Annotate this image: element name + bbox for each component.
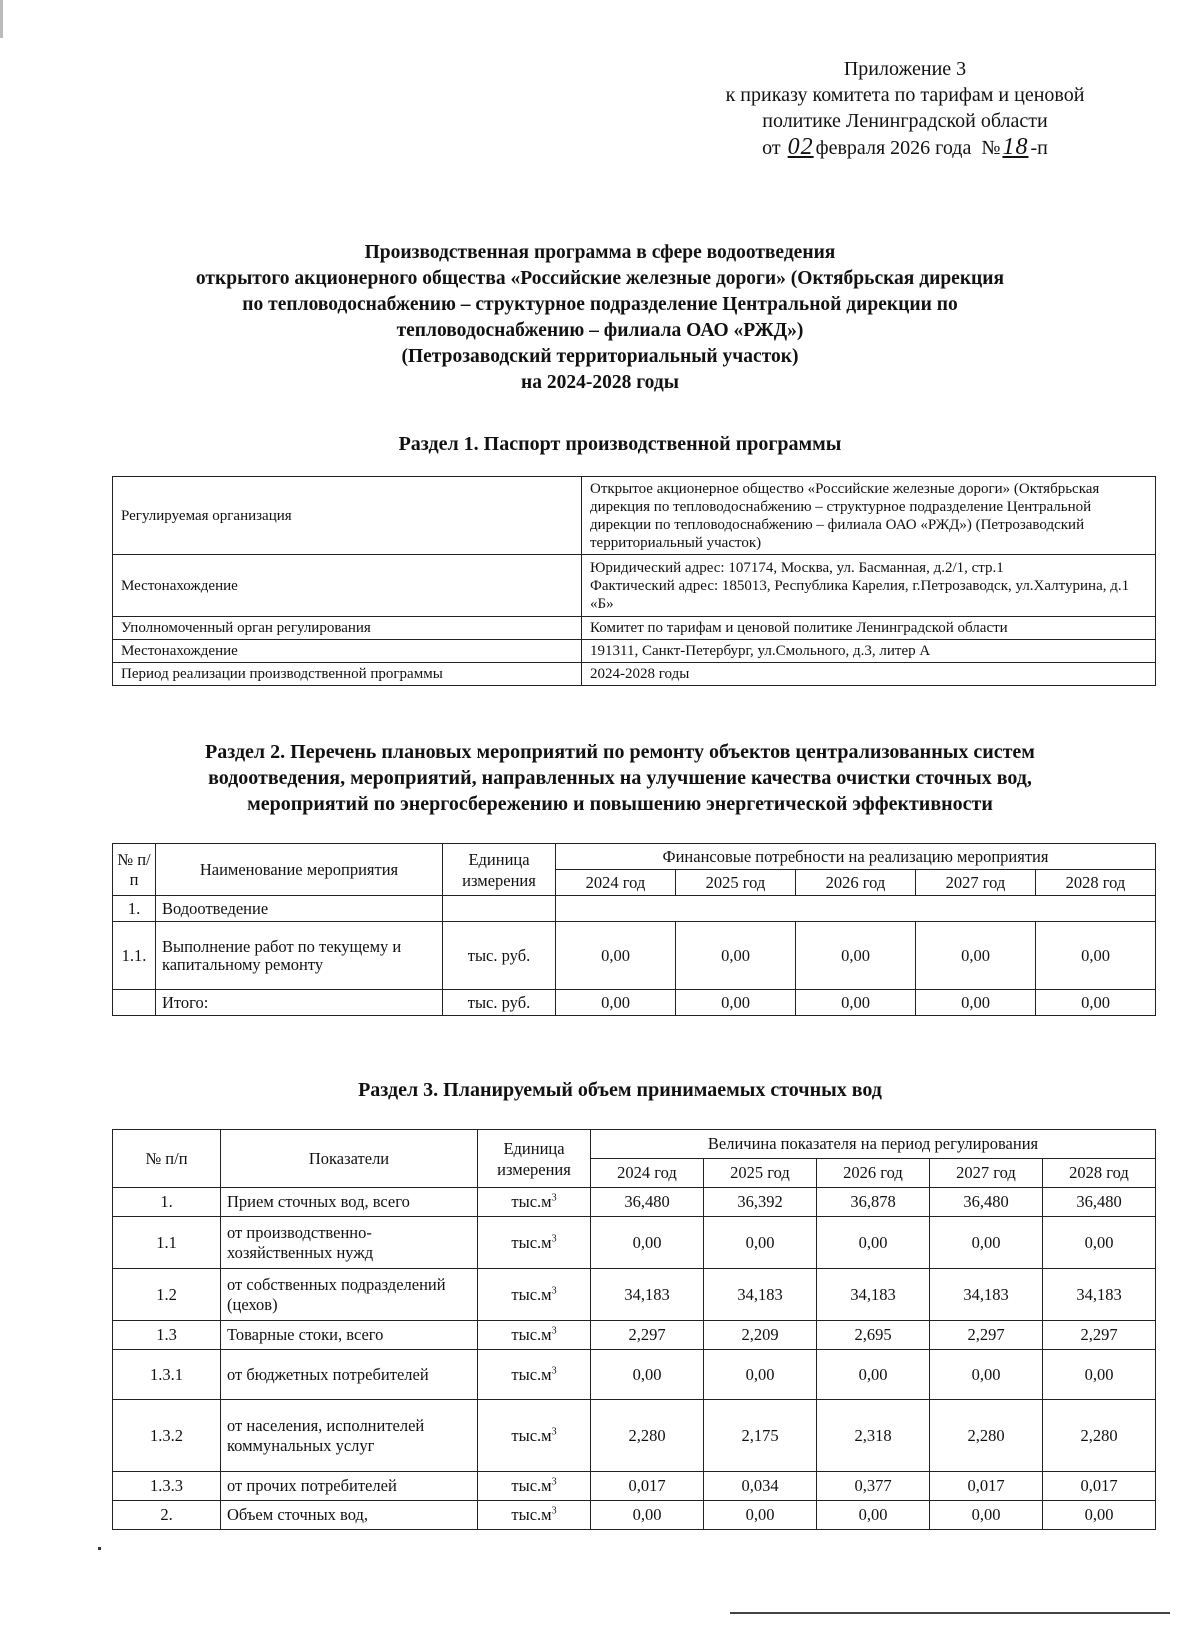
handwritten-number: 18 xyxy=(1002,134,1029,160)
value-cell: 34,183 xyxy=(704,1269,817,1321)
row-unit xyxy=(478,1472,591,1501)
passport-label: Период реализации производственной программы xyxy=(113,663,582,686)
title-line-5: (Петрозаводский территориальный участок) xyxy=(401,346,799,367)
value-cell: 0,00 xyxy=(1043,1501,1156,1530)
passport-label: Уполномоченный орган регулирования xyxy=(113,617,582,640)
section2-heading xyxy=(100,739,1140,817)
number-suffix: -п xyxy=(1030,137,1048,159)
date-prefix: от xyxy=(762,137,781,159)
value-cell: 2,297 xyxy=(1043,1321,1156,1350)
section2-heading-line-1: Раздел 2. Перечень плановых мероприятий по ремонту объектов централизованных систем xyxy=(205,741,1035,763)
row-num: 1.2 xyxy=(113,1269,221,1321)
section1-heading: Раздел 1. Паспорт производственной программы xyxy=(398,433,842,455)
table-row xyxy=(113,990,1156,1016)
value-cell: 2,209 xyxy=(704,1321,817,1350)
row-name: Водоотведение xyxy=(156,896,443,922)
row-name: от собственных подразделений (цехов) xyxy=(221,1269,478,1321)
unit-exponent: 3 xyxy=(551,1325,557,1337)
value-cell: 0,00 xyxy=(916,990,1036,1016)
col-name-header: Показатели xyxy=(221,1130,478,1188)
row-unit: тыс. руб. xyxy=(443,990,556,1016)
value-cell: 2,175 xyxy=(704,1400,817,1472)
row-num: 1.3.2 xyxy=(113,1400,221,1472)
value-cell: 0,017 xyxy=(591,1472,704,1501)
date-rest: февраля 2026 года xyxy=(815,137,972,159)
value-cell: 0,00 xyxy=(591,1350,704,1400)
year-header: 2024 год xyxy=(591,1159,704,1188)
value-cell: 0,00 xyxy=(817,1217,930,1269)
row-name: от бюджетных потребителей xyxy=(221,1350,478,1400)
row-num: 1.3.3 xyxy=(113,1472,221,1501)
row-name: Итого: xyxy=(156,990,443,1016)
unit-base: тыс.м xyxy=(511,1476,552,1495)
unit-base: тыс.м xyxy=(511,1505,552,1524)
table-row xyxy=(113,1400,1156,1472)
unit-base: тыс.м xyxy=(511,1284,552,1304)
wastewater-table-body xyxy=(113,1188,1156,1530)
title-line-4: тепловодоснабжению – филиала ОАО «РЖД») xyxy=(396,320,804,341)
col-num-header: № п/п xyxy=(113,1130,221,1188)
table-row xyxy=(113,1269,1156,1321)
unit-base: тыс.м xyxy=(511,1325,552,1344)
value-cell: 0,00 xyxy=(556,990,676,1016)
passport-value: Комитет по тарифам и ценовой политике Ленинградской области xyxy=(582,617,1156,640)
value-cell: 0,00 xyxy=(1036,922,1156,990)
scan-edge-mark xyxy=(0,0,3,38)
row-name: от производственно-хозяйственных нужд xyxy=(221,1217,478,1269)
value-cell: 2,297 xyxy=(930,1321,1043,1350)
value-cell: 0,00 xyxy=(817,1350,930,1400)
unit-exponent: 3 xyxy=(551,1233,557,1244)
row-name: Выполнение работ по текущему и капитальному ремонту xyxy=(156,922,443,990)
passport-label: Местонахождение xyxy=(113,555,582,617)
table-row xyxy=(113,555,1156,617)
appendix-line-3: политике Ленинградской области xyxy=(762,110,1048,132)
value-cell: 36,878 xyxy=(817,1188,930,1217)
row-name: Товарные стоки, всего xyxy=(221,1321,478,1350)
value-cell: 2,280 xyxy=(1043,1400,1156,1472)
value-cell: 36,480 xyxy=(930,1188,1043,1217)
passport-table xyxy=(112,476,1156,686)
row-num: 1.1 xyxy=(113,1217,221,1269)
value-cell: 0,00 xyxy=(676,990,796,1016)
row-unit xyxy=(478,1269,591,1321)
value-cell: 2,280 xyxy=(591,1400,704,1472)
table-row xyxy=(113,663,1156,686)
value-cell: 2,695 xyxy=(817,1321,930,1350)
table-header-row xyxy=(113,844,1156,870)
title-line-2: открытого акционерного общества «Российские железные дороги» (Октябрьская дирекция xyxy=(195,268,1005,289)
unit-exponent: 3 xyxy=(551,1365,557,1376)
passport-value xyxy=(582,555,1156,617)
row-name: от прочих потребителей xyxy=(221,1472,478,1501)
row-unit xyxy=(478,1350,591,1400)
row-num: 1.3.1 xyxy=(113,1350,221,1400)
value-cell: 2,297 xyxy=(591,1321,704,1350)
unit-exponent: 3 xyxy=(551,1285,557,1296)
value-cell: 0,00 xyxy=(916,922,1036,990)
value-cell: 2,318 xyxy=(817,1400,930,1472)
unit-exponent: 3 xyxy=(551,1476,557,1488)
value-cell: 0,00 xyxy=(796,990,916,1016)
appendix-line-2: к приказу комитета по тарифам и ценовой xyxy=(725,84,1085,106)
appendix-date-line xyxy=(670,134,1140,161)
unit-exponent: 3 xyxy=(551,1426,557,1437)
value-cell: 0,00 xyxy=(817,1501,930,1530)
measures-table xyxy=(112,843,1156,1016)
value-cell: 36,480 xyxy=(1043,1188,1156,1217)
actual-address: Фактический адрес: 185013, Республика Карелия, г.Петрозаводск, ул.Халтурина, д.1 «Б» xyxy=(590,577,1130,612)
year-header: 2025 год xyxy=(676,870,796,896)
value-cell: 0,017 xyxy=(1043,1472,1156,1501)
table-row xyxy=(113,1472,1156,1501)
scan-dot xyxy=(98,1547,101,1550)
title-line-3: по тепловодоснабжению – структурное подразделение Центральной дирекции по xyxy=(242,294,958,315)
passport-label: Местонахождение xyxy=(113,640,582,663)
value-cell: 0,00 xyxy=(1043,1217,1156,1269)
value-cell: 0,00 xyxy=(676,922,796,990)
year-header: 2026 год xyxy=(796,870,916,896)
passport-value: 2024-2028 годы xyxy=(582,663,1156,686)
scan-bottom-line xyxy=(730,1612,1170,1614)
table-row xyxy=(113,1217,1156,1269)
row-unit xyxy=(478,1321,591,1350)
row-num: 1.3 xyxy=(113,1321,221,1350)
value-cell: 0,00 xyxy=(796,922,916,990)
row-unit xyxy=(478,1501,591,1530)
year-header: 2024 год xyxy=(556,870,676,896)
legal-address: Юридический адрес: 107174, Москва, ул. Басманная, д.2/1, стр.1 xyxy=(590,559,1004,576)
value-cell: 34,183 xyxy=(817,1269,930,1321)
col-unit-header: Единица измерения xyxy=(443,844,556,896)
value-cell: 2,280 xyxy=(930,1400,1043,1472)
table-row xyxy=(113,1321,1156,1350)
table-row xyxy=(113,617,1156,640)
unit-base: тыс.м xyxy=(511,1364,552,1384)
year-header: 2028 год xyxy=(1036,870,1156,896)
table-header-row xyxy=(113,1130,1156,1159)
col-fin-header: Финансовые потребности на реализацию мероприятия xyxy=(556,844,1156,870)
value-cell: 0,00 xyxy=(556,922,676,990)
value-cell: 0,00 xyxy=(704,1217,817,1269)
row-num: 2. xyxy=(113,1501,221,1530)
year-header: 2025 год xyxy=(704,1159,817,1188)
value-cell: 0,377 xyxy=(817,1472,930,1501)
appendix-line-1: Приложение 3 xyxy=(843,58,967,80)
unit-base: тыс.м xyxy=(511,1232,552,1252)
value-cell: 0,034 xyxy=(704,1472,817,1501)
table-row xyxy=(113,1188,1156,1217)
table-row xyxy=(113,922,1156,990)
section2-heading-line-3: мероприятий по энергосбережению и повышению энергетической эффективности xyxy=(247,793,993,815)
program-title xyxy=(80,240,1120,396)
value-cell: 0,00 xyxy=(591,1217,704,1269)
section3-heading: Раздел 3. Планируемый объем принимаемых сточных вод xyxy=(358,1079,882,1101)
value-cell: 34,183 xyxy=(930,1269,1043,1321)
unit-base: тыс.м xyxy=(511,1192,552,1211)
year-header: 2028 год xyxy=(1043,1159,1156,1188)
unit-exponent: 3 xyxy=(551,1192,557,1204)
row-unit: тыс. руб. xyxy=(443,922,556,990)
value-cell: 0,00 xyxy=(930,1501,1043,1530)
year-header: 2026 год xyxy=(817,1159,930,1188)
value-cell: 36,392 xyxy=(704,1188,817,1217)
table-row xyxy=(113,896,1156,922)
table-row xyxy=(113,1501,1156,1530)
year-header: 2027 год xyxy=(916,870,1036,896)
title-line-6: на 2024-2028 годы xyxy=(521,372,679,393)
passport-value: Открытое акционерное общество «Российские железные дороги» (Октябрьская дирекция по тепловодоснабжению – структурное подразделение Центральной дирекции по тепловодоснабжению – филиала ОАО «РЖД») (Петрозаводский территориальный участок) xyxy=(582,477,1156,555)
unit-exponent: 3 xyxy=(551,1505,557,1517)
wastewater-volume-table xyxy=(112,1129,1156,1530)
col-name-header: Наименование мероприятия xyxy=(156,844,443,896)
table-row xyxy=(113,477,1156,555)
row-unit xyxy=(478,1188,591,1217)
table-row xyxy=(113,1350,1156,1400)
value-cell: 36,480 xyxy=(591,1188,704,1217)
row-name: от населения, исполнителей коммунальных услуг xyxy=(221,1400,478,1472)
row-num: 1. xyxy=(113,1188,221,1217)
value-cell: 0,017 xyxy=(930,1472,1043,1501)
col-period-header: Величина показателя на период регулирования xyxy=(591,1130,1156,1159)
col-unit-header: Единица измерения xyxy=(478,1130,591,1188)
row-num: 1. xyxy=(113,896,156,922)
value-cell: 34,183 xyxy=(1043,1269,1156,1321)
row-empty-values xyxy=(556,896,1156,922)
passport-label: Регулируемая организация xyxy=(113,477,582,555)
value-cell: 34,183 xyxy=(591,1269,704,1321)
title-line-1: Производственная программа в сфере водоотведения xyxy=(364,242,836,263)
value-cell: 0,00 xyxy=(704,1501,817,1530)
row-name: Прием сточных вод, всего xyxy=(221,1188,478,1217)
row-unit xyxy=(478,1400,591,1472)
table-row xyxy=(113,640,1156,663)
row-num xyxy=(113,990,156,1016)
unit-base: тыс.м xyxy=(511,1425,552,1445)
value-cell: 0,00 xyxy=(1036,990,1156,1016)
value-cell: 0,00 xyxy=(930,1217,1043,1269)
col-num-header: № п/п xyxy=(113,844,156,896)
passport-value: 191311, Санкт-Петербург, ул.Смольного, д.3, литер А xyxy=(582,640,1156,663)
row-name: Объем сточных вод, xyxy=(221,1501,478,1530)
value-cell: 0,00 xyxy=(704,1350,817,1400)
row-unit xyxy=(478,1217,591,1269)
row-unit xyxy=(443,896,556,922)
appendix-header xyxy=(670,56,1140,161)
row-num: 1.1. xyxy=(113,922,156,990)
value-cell: 0,00 xyxy=(591,1501,704,1530)
handwritten-day: 02 xyxy=(787,134,814,160)
value-cell: 0,00 xyxy=(1043,1350,1156,1400)
section2-heading-line-2: водоотведения, мероприятий, направленных на улучшение качества очистки сточных вод, xyxy=(208,767,1032,789)
number-prefix: № xyxy=(981,137,1001,159)
value-cell: 0,00 xyxy=(930,1350,1043,1400)
year-header: 2027 год xyxy=(930,1159,1043,1188)
